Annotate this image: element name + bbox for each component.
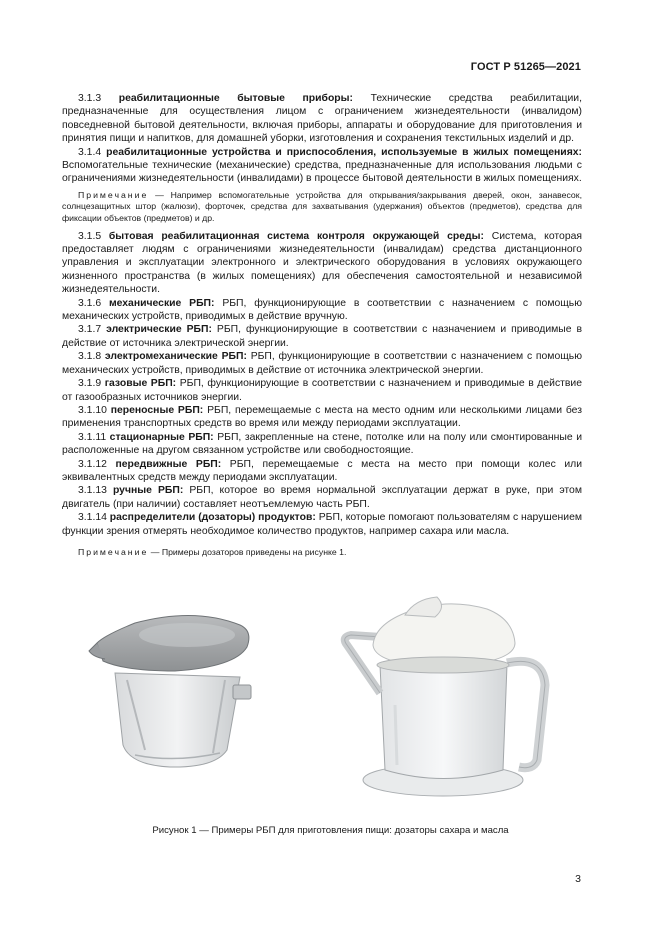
section-3-1-8: 3.1.8 электромеханические РБП: РБП, функционирующие в соответствии с назначением с помощью механических устройств, приводимых в действие от источника электрической энергии. bbox=[62, 351, 582, 376]
section-3-1-11: 3.1.11 стационарные РБП: РБП, закрепленные на стене, потолке или на полу или смонтированные и расположенные на другом связанном устройстве или свободностоящие. bbox=[62, 431, 582, 457]
section-3-1-5: 3.1.5 бытовая реабилитационная система контроля окружающей среды: Система, которая предоставляет людям с ограничениями жизнедеятельности (инвалидам) средства дистанционного управления и эксплуатации электронного и электрического оборудования в условиях окружающего жизненного пространства (в жилых помещениях) для обеспечения самостоятельной и независимой жизнедеятельности. bbox=[62, 230, 582, 296]
section-3-1-14: 3.1.14 распределители (дозаторы) продуктов: РБП, которые помогают пользователям с нарушением функции зрения отмерять необходимое количество продуктов, например сахара или масла. bbox=[62, 512, 582, 537]
oil-dispenser-image bbox=[345, 597, 545, 796]
section-3-1-9: 3.1.9 газовые РБП: РБП, функционирующие в соответствии с назначением и приводимые в действие от газообразных источников энергии. bbox=[62, 378, 582, 403]
note-2: Примечание — Примеры дозаторов приведены на рисунке 1. bbox=[78, 546, 347, 557]
section-3-1-6: 3.1.6 механические РБП: РБП, функционирующие в соответствии с назначением с помощью механических устройств, приводимых в действие вручную. bbox=[62, 297, 583, 323]
section-3-1-10: 3.1.10 переносные РБП: РБП, перемещаемые с места на место одним или несколькими лицами без применения транспортных средств во время или между периодами эксплуатации. bbox=[62, 404, 582, 430]
section-3-1-3: 3.1.3 реабилитационные бытовые приборы: Технические средства реабилитации, предназначенные для осуществления лицом с ограничением жизнедеятельности (инвалидом) повседневной бытовой деятельности, включая приборы, аппараты и оборудование для приготовления и принятия пищи и напитков, для домашней уборки, изготовления и сохранения текстильных изделий и др. bbox=[62, 93, 582, 145]
figure-dispensers bbox=[75, 585, 575, 810]
section-3-1-13: 3.1.13 ручные РБП: РБП, которое во время нормальной эксплуатации держат в руке, при этом двигатель (при наличии) составляет неотъемлемую часть РБП. bbox=[62, 485, 582, 510]
figure-caption: Рисунок 1 — Примеры РБП для приготовления пищи: дозаторы сахара и масла bbox=[152, 825, 509, 836]
section-3-1-4: 3.1.4 реабилитационные устройства и приспособления, используемые в жилых помещениях: Вспомогательные технические (механические) средства, предназначенные для использования людьми с ограничениями жизнедеятельности (инвалидами) в процессе бытовой деятельности в жилых помещениях. bbox=[62, 146, 582, 185]
standard-header: ГОСТ Р 51265—2021 bbox=[470, 61, 581, 73]
note-1: Примечание — Например вспомогательные устройства для открывания/закрывания дверей, окон, занавесок, солнцезащитных штор (жалюзи), форточек, средства для захватывания (удержания) объектов (предметов), средства для фиксации объектов (предметов) и др. bbox=[62, 189, 582, 224]
section-3-1-7: 3.1.7 электрические РБП: РБП, функционирующие в соответствии с назначением и приводимые в действие от источника электрической энергии. bbox=[62, 324, 583, 349]
page-number: 3 bbox=[575, 873, 581, 885]
sugar-dispenser-image bbox=[89, 615, 251, 767]
main-text bbox=[62, 92, 582, 559]
section-3-1-12: 3.1.12 передвижные РБП: РБП, перемещаемые с места на место при помощи колес или эквивалентных средств между периодами эксплуатации. bbox=[62, 458, 583, 483]
